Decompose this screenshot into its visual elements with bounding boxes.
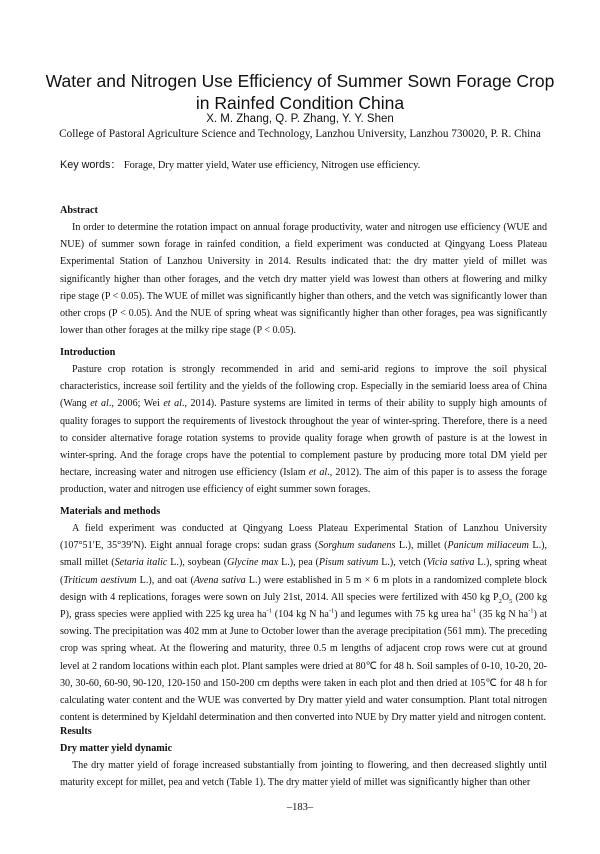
abstract-heading: Abstract	[60, 205, 98, 216]
keywords-line	[60, 157, 550, 172]
introduction-heading: Introduction	[60, 347, 116, 358]
keywords-label: Key words：	[60, 159, 122, 171]
abstract-section	[60, 203, 547, 339]
methods-section	[60, 504, 547, 726]
introduction-body: Pasture crop rotation is strongly recommended in arid and semi-arid regions to improve the soil physical characteristics, increase soil fertility and the yields of the following crop. Especially in the semiarid loess area of China (Wang et al., 2006; Wei et al., 2014). Pasture systems are limited in terms of their ability to supply high amounts of quality forages to support the requirements of livestock throughout the year of winter-spring. Therefore, there is a need to consider alternative forage rotation systems to provide quality forage when growth of pasture is at the lowest in winter-spring. And the forage crops have the potential to complement pasture by producing more total DM yield per hectare, increasing water and nitrogen use efficiency (Islam et al., 2012). The aim of this paper is to assess the forage production, water and nitrogen use efficiency of eight summer sown forages.	[60, 364, 547, 496]
keywords-text: Forage, Dry matter yield, Water use efficiency, Nitrogen use efficiency.	[123, 160, 421, 171]
author-list: X. M. Zhang, Q. P. Zhang, Y. Y. Shen	[206, 113, 394, 125]
results-section	[60, 724, 547, 791]
page-number: –183–	[286, 802, 314, 813]
results-subheading: Dry matter yield dynamic	[60, 743, 173, 754]
abstract-body: In order to determine the rotation impact on annual forage productivity, water and nitrogen use efficiency (WUE and NUE) of summer sown forage in rainfed condition, a field experiment was conducted at Qingyang Loess Plateau Experimental Station of Lanzhou University in 2014. Results indicated that: the dry matter yield of millet was significantly higher than other forages, and the vetch dry matter yield was lowest than others at flowering and milky ripe stage (P < 0.05). The WUE of millet was significantly higher than others, and the vetch was significantly lower than other crops (P < 0.05). And the NUE of spring wheat was significantly higher than other forages, pea was significantly lower than other forages at the milky ripe stage (P < 0.05).	[60, 222, 547, 337]
results-heading: Results	[60, 726, 92, 737]
methods-body: A field experiment was conducted at Qingyang Loess Plateau Experimental Station of Lanzhou University (107°51′E, 35°39′N). Eight annual forage crops: sudan grass (Sorghum sudanens L.), millet (Panicum miliaceum L.), small millet (Setaria italic L.), soybean (Glycine max L.), pea (Pisum sativum L.), vetch (Vicia sativa L.), spring wheat (Triticum aestivum L.), and oat (Avena sativa L.) were established in 5 m × 6 m plots in a randomized complete block design with 4 replications, forages were sown on July 21st, 2014. All species were fertilized with 450 kg $P_2O_5$ (200 kg P), grass species were applied with 225 kg urea $ha^{-1}$ (104 kg N $ha^{-1}$) and legumes with 75 kg urea $ha^{-1}$ (35 kg N $ha^{-1}$) at sowing. The precipitation was 402 mm at June to October lower than the average precipitation (561 mm). The preceding crop was spring wheat. At the flowering and maturity, three 0.5 m lengths of adjacent crop rows were cut at ground level at 2 random locations within each plot. Plant samples were dried at 80℃ for 48 h. Soil samples of 0-10, 10-20, 20-30, 30-60, 60-90, 90-120, 120-150 and 150-200 cm depths were taken in each plot and then dried at 105℃ for 48 h for calculating water content and the WUE was converted by Dry matter yield and water consumption. Plant total nitrogen content is determined by Kjeldahl determination and then converted into NUE by Dry matter yield and nitrogen content.	[60, 523, 548, 724]
introduction-section	[60, 345, 547, 499]
affiliation: College of Pastoral Agriculture Science and Technology, Lanzhou University, Lanzhou 730020, P. R. China	[59, 128, 541, 140]
paper-title: Water and Nitrogen Use Efficiency of Summer Sown Forage Crop in Rainfed Condition China	[45, 71, 555, 113]
methods-heading: Materials and methods	[60, 506, 161, 517]
results-body: The dry matter yield of forage increased substantially from jointing to flowering, and then decreased slightly until maturity except for millet, pea and vetch (Table 1). The dry matter yield of millet was significantly higher than other	[60, 760, 547, 789]
